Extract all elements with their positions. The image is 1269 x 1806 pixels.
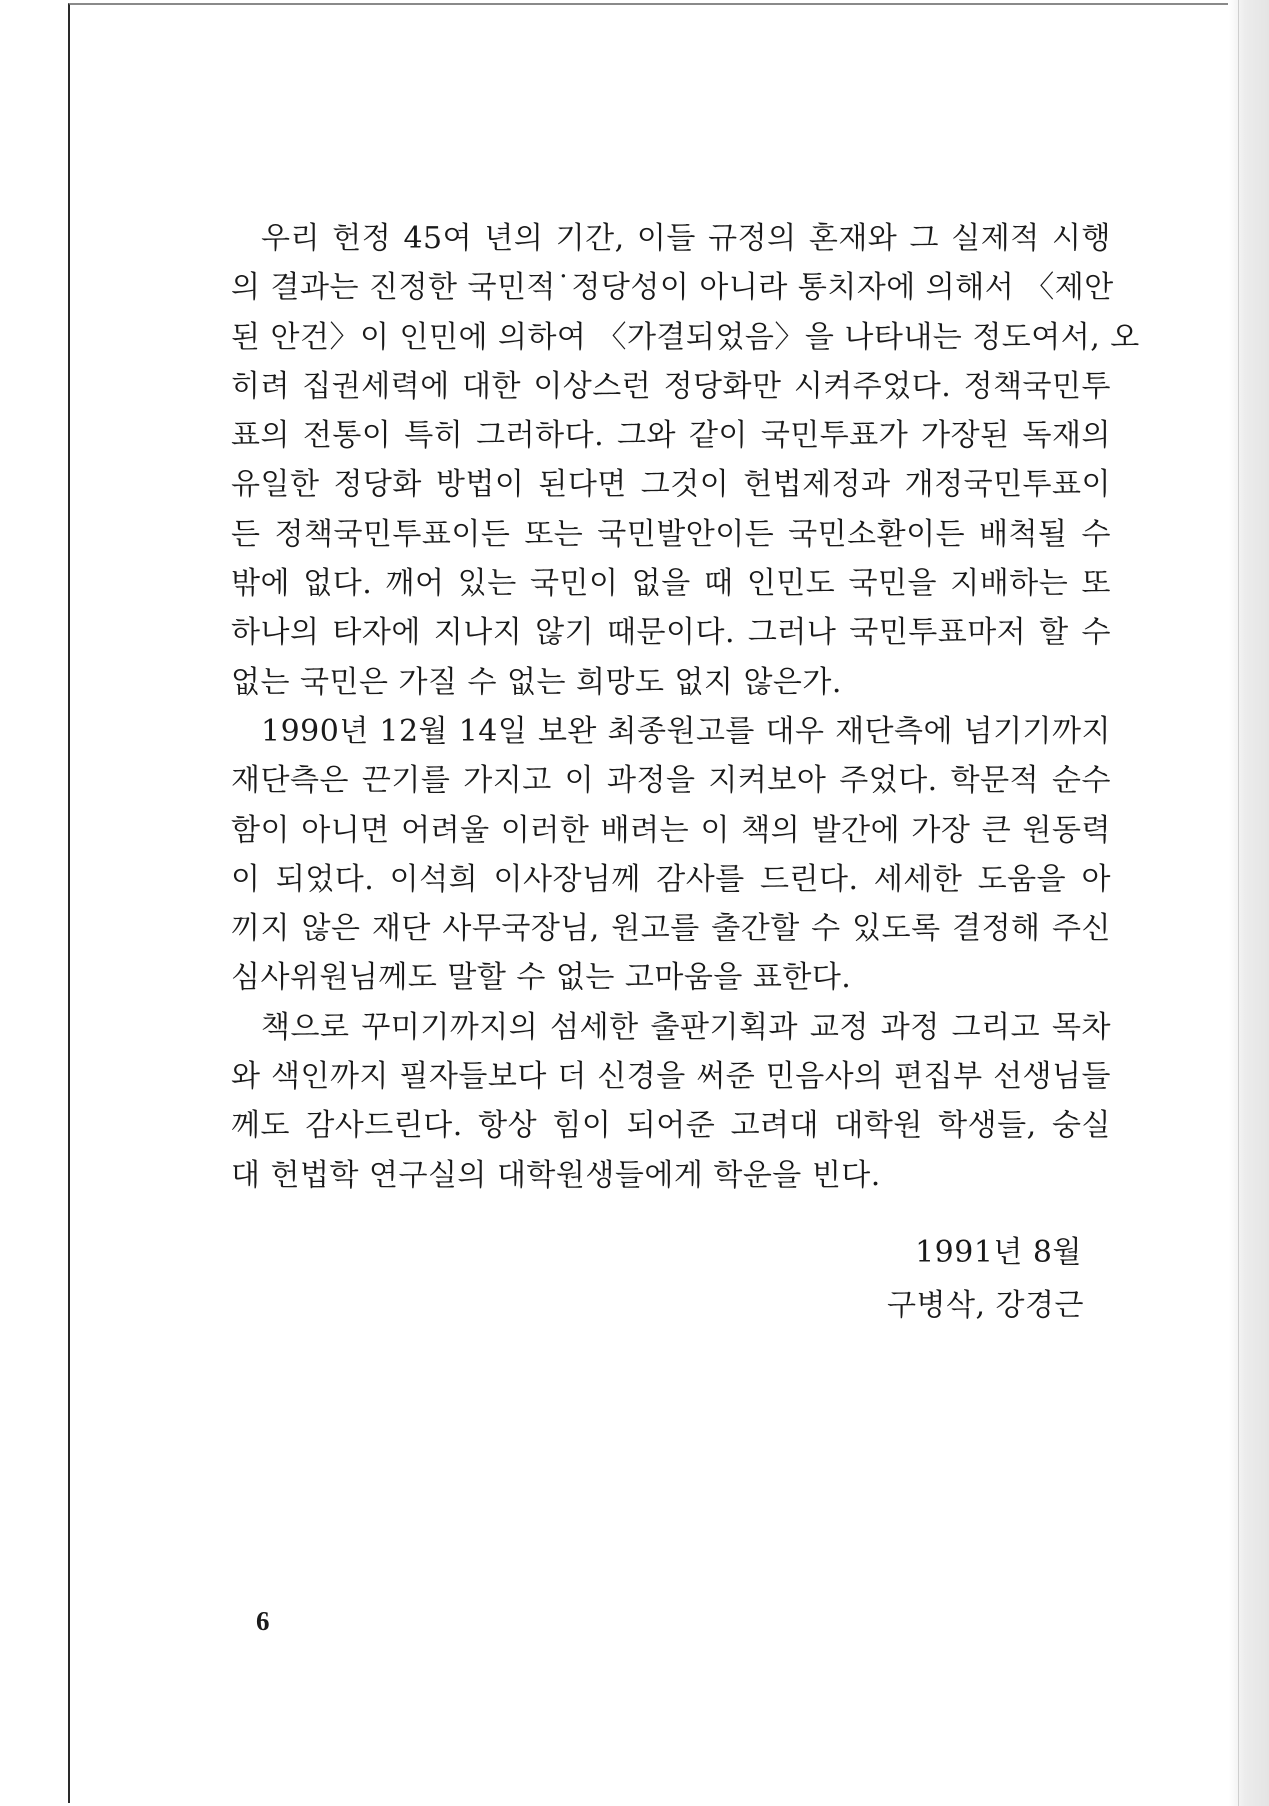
text-line: 대 헌법학 연구실의 대학원생들에게 학운을 빈다. <box>231 1157 881 1193</box>
page-number: 6 <box>256 1606 270 1636</box>
text-line: 없는 국민은 가질 수 없는 희망도 없지 않은가. <box>231 664 842 700</box>
text-line: 우리 헌정 45여 년의 기간, 이들 규정의 혼재와 그 실제적 시행 <box>261 221 1111 256</box>
body-text <box>231 214 1140 1200</box>
text-line: 유일한 정당화 방법이 된다면 그것이 헌법제정과 개정국민투표이 <box>231 467 1111 503</box>
text-line: 와 색인까지 필자들보다 더 신경을 써준 민음사의 편집부 선생님들 <box>231 1059 1111 1095</box>
text-line: 끼지 않은 재단 사무국장님, 원고를 출간할 수 있도록 결정해 주신 <box>231 911 1111 947</box>
text-line: 함이 아니면 어려울 이러한 배려는 이 책의 발간에 가장 큰 원동력 <box>231 812 1111 848</box>
text-line: 표의 전통이 특히 그러하다. 그와 같이 국민투표가 가장된 독재의 <box>231 418 1111 454</box>
page-edge-line <box>1238 0 1239 1806</box>
text-line: 든 정책국민투표이든 또는 국민발안이든 국민소환이든 배척될 수 <box>231 516 1111 552</box>
text-line: 심사위원님께도 말할 수 없는 고마움을 표한다. <box>231 960 852 996</box>
text-line: 된 안건〉이 인민에 의하여 〈가결되었음〉을 나타내는 정도여서, 오 <box>231 319 1140 355</box>
text-line: 히려 집권세력에 대한 이상스런 정당화만 시켜주었다. 정책국민투 <box>231 368 1111 404</box>
text-line: 의 결과는 진정한 국민적˙정당성이 아니라 통치자에 의해서 〈제안 <box>231 270 1114 306</box>
signature-date: 1991년 8월 <box>915 1235 1082 1270</box>
text-line: 이 되었다. 이석희 이사장님께 감사를 드린다. 세세한 도움을 아 <box>231 861 1111 897</box>
text-line: 재단측은 끈기를 가지고 이 과정을 지켜보아 주었다. 학문적 순수 <box>231 763 1111 799</box>
text-line: 께도 감사드린다. 항상 힘이 되어준 고려대 대학원 학생들, 숭실 <box>231 1108 1111 1144</box>
signature-authors: 구병삭, 강경근 <box>887 1288 1084 1323</box>
text-line: 하나의 타자에 지나지 않기 때문이다. 그러나 국민투표마저 할 수 <box>231 615 1111 651</box>
text-line: 밖에 없다. 깨어 있는 국민이 없을 때 인민도 국민을 지배하는 또 <box>231 566 1111 602</box>
text-line: 책으로 꾸미기까지의 섬세한 출판기획과 교정 과정 그리고 목차 <box>261 1009 1111 1045</box>
text-line: 1990년 12월 14일 보완 최종원고를 대우 재단측에 넘기기까지 <box>261 713 1111 749</box>
page-gutter-shadow <box>1229 0 1269 1806</box>
